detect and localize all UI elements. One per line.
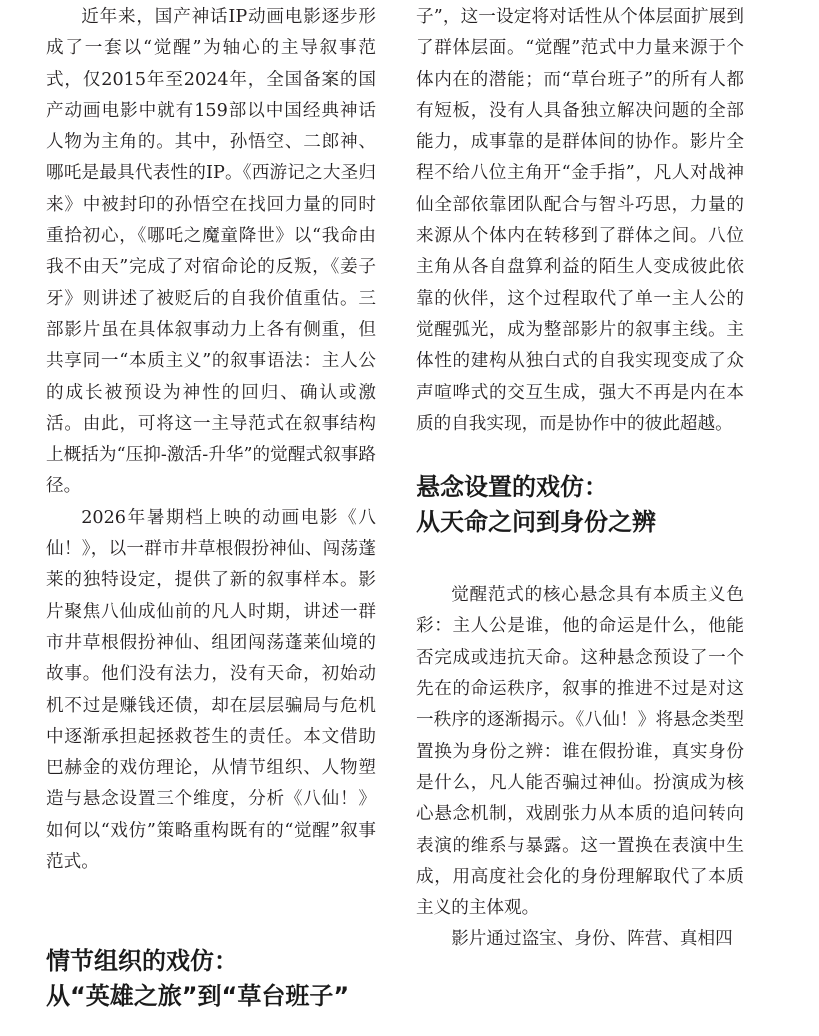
section-heading-line: 情节组织的戏仿：	[46, 947, 238, 975]
right-column	[416, 0, 744, 956]
section-heading-line: 从“英雄之旅”到“草台班子”	[46, 982, 350, 1010]
left-column	[46, 0, 376, 878]
section-heading-line: 悬念设置的戏仿：	[416, 473, 608, 502]
body-paragraph: 觉醒范式的核心悬念具有本质主义色彩：主人公是谁，他的命运是什么，他能否完成或违抗天命。这种悬念预设了一个先在的命运秩序，叙事的推进不过是对这一秩序的逐渐揭示。《八仙！》将悬念类型置换为身份之辨：谁在假扮谁，真实身份是什么，凡人能否骗过神仙。扮演成为核心悬念机制，戏剧张力从本质的追问转向表演的维系与暴露。这一置换在表演中生成，用高度社会化的身份理解取代了本质主义的主体观。	[416, 585, 744, 919]
body-paragraph: 近年来，国产神话IP动画电影逐步形成了一套以“觉醒”为轴心的主导叙事范式，仅2015年至2024年，全国备案的国产动画电影中就有159部以中国经典神话人物为主角的。其中，孙悟空、二郎神、哪吒是最具代表性的IP。《西游记之大圣归来》中被封印的孙悟空在找回力量的同时重拾初心，《哪吒之魔童降世》以“我命由我不由天”完成了对宿命论的反叛，《姜子牙》则讲述了被贬后的自我价值重估。三部影片虽在具体叙事动力上各有侧重，但共享同一“本质主义”的叙事语法：主人公的成长被预设为神性的回归、确认或激活。由此，可将这一主导范式在叙事结构上概括为“压抑-激活-升华”的觉醒式叙事路径。	[46, 7, 376, 497]
section-heading-line: 从天命之问到身份之辨	[416, 508, 656, 537]
body-paragraph: 影片通过盗宝、身份、阵营、真相四	[451, 929, 733, 950]
body-paragraph: 2026年暑期档上映的动画电影《八仙！》，以一群市井草根假扮神仙、闯荡蓬莱的独特设定，提供了新的叙事样本。影片聚焦八仙成仙前的凡人时期，讲述一群市井草根假扮神仙、组团闯荡蓬莱仙境的故事。他们没有法力，没有天命，初始动机不过是赚钱还债，却在层层骗局与危机中逐渐承担起拯救苍生的责任。本文借助巴赫金的戏仿理论，从情节组织、人物塑造与悬念设置三个维度，分析《八仙！》如何以“戏仿”策略重构既有的“觉醒”叙事范式。	[46, 507, 376, 873]
section-heading	[46, 944, 386, 1014]
body-paragraph: 子”，这一设定将对话性从个体层面扩展到了群体层面。“觉醒”范式中力量来源于个体内在的潜能；而“草台班子”的所有人都有短板，没有人具备独立解决问题的全部能力，成事靠的是群体间的协作。影片全程不给八位主角开“金手指”，凡人对战神仙全部依靠团队配合与智斗巧思，力量的来源从个体内在转移到了群体之间。八位主角从各自盘算利益的陌生人变成彼此依靠的伙伴，这个过程取代了单一主人公的觉醒弧光，成为整部影片的叙事主线。主体性的建构从独白式的自我实现变成了众声喧哗式的交互生成，强大不再是内在本质的自我实现，而是协作中的彼此超越。	[416, 7, 744, 434]
section-heading	[416, 470, 744, 540]
